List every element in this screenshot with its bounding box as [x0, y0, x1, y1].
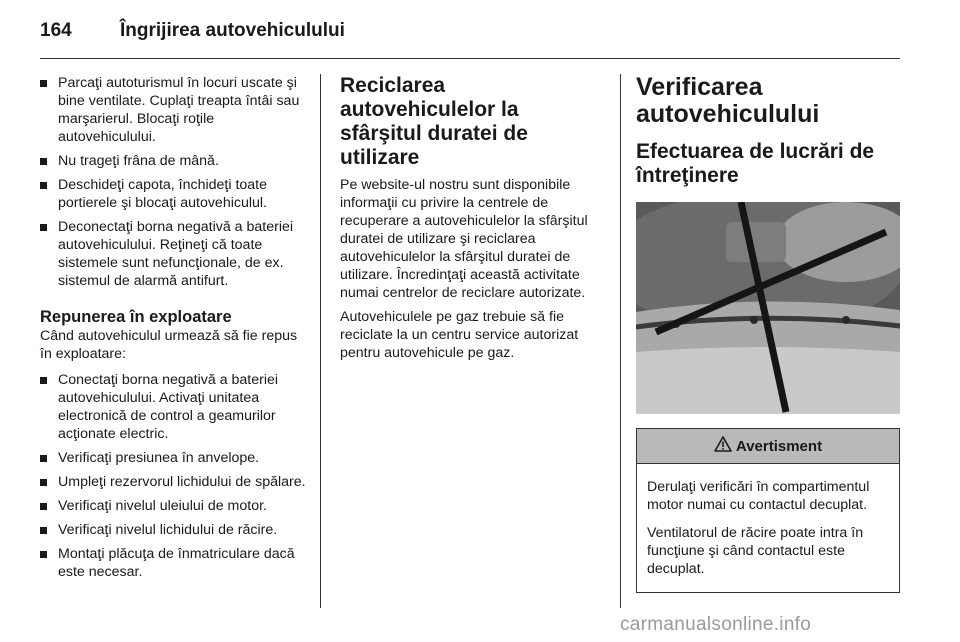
column-divider	[320, 74, 321, 608]
bullet-icon	[40, 455, 47, 462]
bullet-icon	[40, 80, 47, 87]
engine-bay-illustration	[636, 202, 900, 414]
paragraph: Autovehiculele pe gaz trebuie să fie reciclate la un centru service autorizat pentru autovehicule pe gaz.	[340, 309, 579, 361]
watermark: carmanualsonline.info	[620, 614, 812, 635]
bullet-icon	[40, 527, 47, 534]
column-left	[40, 74, 306, 587]
list-item: Nu trageţi frâna de mână.	[40, 152, 306, 170]
column-right	[636, 74, 900, 593]
list-item: Deconectaţi borna negativă a bateriei autovehiculului. Reţineţi că toate sistemele sunt nefuncţionale, de ex. sistemul de alarmă antifurt.	[40, 218, 306, 290]
bullet-icon	[40, 479, 47, 486]
bullet-icon	[40, 182, 47, 189]
bullet-icon	[40, 503, 47, 510]
bullet-icon	[40, 158, 47, 165]
section-heading: Reciclarea autovehiculelor la sfârşitul duratei de utilizare	[340, 74, 528, 169]
list-item: Montaţi plăcuţa de înmatriculare dacă este necesar.	[40, 545, 306, 581]
warning-triangle-icon	[714, 436, 732, 456]
warning-box	[636, 428, 900, 593]
intro-text: Când autovehiculul urmează să fie repus în exploatare:	[40, 328, 298, 362]
list-item: Verificaţi presiunea în anvelope.	[40, 449, 306, 467]
header-rule	[40, 58, 900, 59]
list-item: Parcaţi autoturismul în locuri uscate şi bine ventilate. Cuplaţi treapta întâi sau marşarierul. Blocaţi roţile autovehiculului.	[40, 74, 306, 146]
list-item: Verificaţi nivelul uleiului de motor.	[40, 497, 306, 515]
section-heading: Efectuarea de lucrări de întreţinere	[636, 140, 875, 187]
list-item: Umpleţi rezervorul lichidului de spălare.	[40, 473, 306, 491]
paragraph: Derulaţi verificări în compartimentul motor numai cu contactul decuplat.	[647, 479, 870, 513]
paragraph: Pe website-ul nostru sunt disponibile informaţii cu privire la centrele de recuperare a autovehiculelor la sfârşitul duratei de utilizare şi reciclarea autovehiculelor la sfârşitul duratei de utilizare. Încredinţaţi această activitate numai centrelor de reciclare autorizate.	[340, 177, 588, 301]
list-item: Conectaţi borna negativă a bateriei autovehiculului. Activaţi unitatea electronică de control a geamurilor acţionate electric.	[40, 371, 306, 443]
page-number: 164	[40, 20, 72, 41]
running-title: Îngrijirea autovehiculului	[120, 20, 345, 41]
warning-title: Avertisment	[735, 437, 823, 455]
page-header	[40, 14, 900, 54]
recommission-steps-list	[40, 371, 306, 581]
bullet-icon	[40, 551, 47, 558]
paragraph: Ventilatorul de răcire poate intra în funcţiune şi când contactul este decuplat.	[647, 525, 864, 577]
warning-body	[637, 464, 899, 592]
warning-header	[637, 429, 899, 464]
column-divider	[620, 74, 621, 608]
bullet-icon	[40, 224, 47, 231]
storage-steps-list	[40, 74, 306, 290]
chapter-heading: Verificarea autovehiculului	[636, 73, 820, 128]
list-item: Verificaţi nivelul lichidului de răcire.	[40, 521, 306, 539]
engine-bay-photo	[636, 202, 900, 414]
bullet-icon	[40, 377, 47, 384]
column-middle	[340, 74, 602, 368]
section-heading: Repunerea în exploatare	[40, 308, 232, 326]
list-item: Deschideţi capota, închideţi toate portierele şi blocaţi autovehiculul.	[40, 176, 306, 212]
